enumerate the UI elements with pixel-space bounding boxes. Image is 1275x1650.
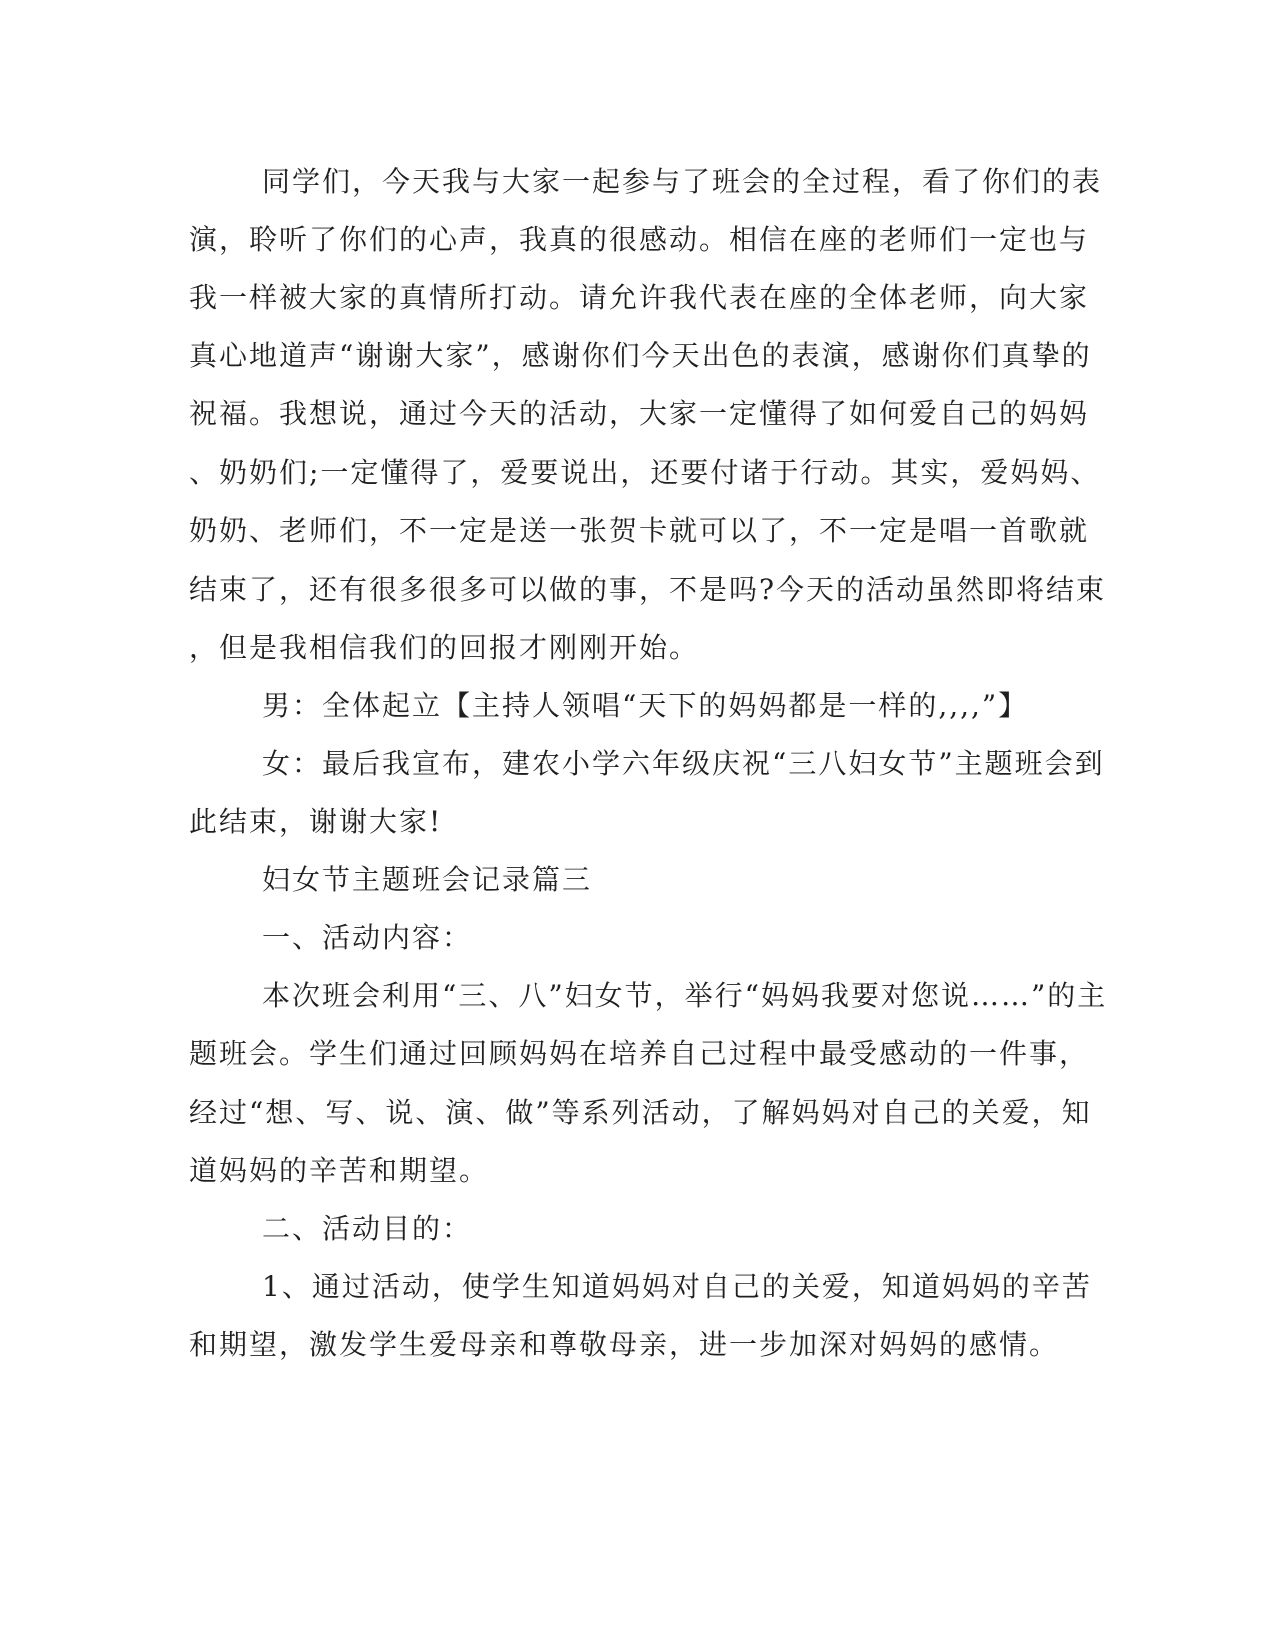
text-line: 结束了，还有很多很多可以做的事，不是吗?今天的活动虽然即将结束 bbox=[189, 573, 1107, 606]
text-line: 经过“想、写、说、演、做”等系列活动，了解妈妈对自己的关爱，知 bbox=[189, 1096, 1092, 1129]
text-line: 、奶奶们;一定懂得了，爱要说出，还要付诸于行动。其实，爱妈妈、 bbox=[189, 456, 1101, 489]
text-line: 同学们，今天我与大家一起参与了班会的全过程，看了你们的表 bbox=[262, 165, 1103, 198]
text-line: 女：最后我宣布，建农小学六年级庆祝“三八妇女节”主题班会到 bbox=[262, 747, 1105, 780]
section-heading: 妇女节主题班会记录篇三 bbox=[262, 863, 593, 896]
text-line: 我一样被大家的真情所打动。请允许我代表在座的全体老师，向大家 bbox=[189, 281, 1090, 314]
text-line: 1、通过活动，使学生知道妈妈对自己的关爱，知道妈妈的辛苦 bbox=[262, 1270, 1092, 1303]
section-heading: 一、活动内容： bbox=[262, 921, 473, 954]
text-line: 道妈妈的辛苦和期望。 bbox=[189, 1154, 490, 1187]
text-line: 真心地道声“谢谢大家”，感谢你们今天出色的表演，感谢你们真挚的 bbox=[189, 339, 1092, 372]
text-line: 演，聆听了你们的心声，我真的很感动。相信在座的老师们一定也与 bbox=[189, 223, 1090, 256]
text-line: 此结束，谢谢大家! bbox=[189, 805, 443, 838]
text-line: 和期望，激发学生爱母亲和尊敬母亲，进一步加深对妈妈的感情。 bbox=[189, 1328, 1060, 1361]
text-line: ，但是我相信我们的回报才刚刚开始。 bbox=[189, 631, 700, 664]
text-line: 奶奶、老师们，不一定是送一张贺卡就可以了，不一定是唱一首歌就 bbox=[189, 514, 1090, 547]
text-line: 祝福。我想说，通过今天的活动，大家一定懂得了如何爱自己的妈妈 bbox=[189, 397, 1090, 430]
text-line: 男：全体起立【主持人领唱“天下的妈妈都是一样的,,,,”】 bbox=[262, 689, 1029, 722]
section-heading: 二、活动目的： bbox=[262, 1212, 473, 1245]
text-line: 本次班会利用“三、八”妇女节，举行“妈妈我要对您说……”的主 bbox=[262, 979, 1108, 1012]
text-line: 题班会。学生们通过回顾妈妈在培养自己过程中最受感动的一件事， bbox=[189, 1037, 1090, 1070]
